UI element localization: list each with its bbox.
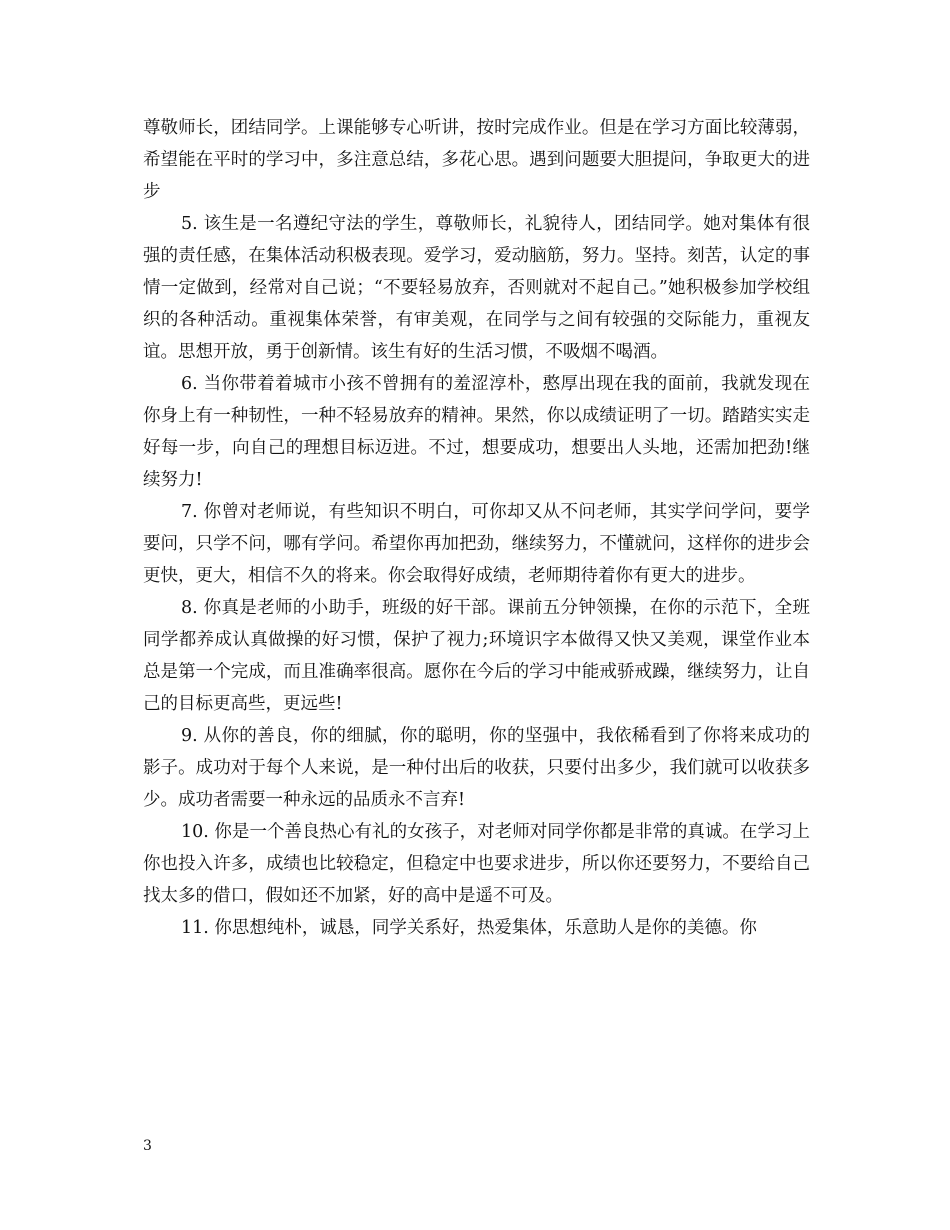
paragraph-item-7: 7. 你曾对老师说，有些知识不明白，可你却又从不问老师，其实学问学问，要学要问，只学不问，哪有学问。希望你再加把劲，继续努力，不懂就问，这样你的进步会更快，更大，相信不久的将来。你会取得好成绩，老师期待着你有更大的进步。: [143, 502, 810, 586]
paragraph-item-5: 5. 该生是一名遵纪守法的学生，尊敬师长，礼貌待人，团结同学。她对集体有很强的责任感，在集体活动积极表现。爱学习，爱动脑筋，努力。坚持。刻苦，认定的事情一定做到，经常对自己说；“不要轻易放弃，否则就对不起自己。”她积极参加学校组织的各种活动。重视集体荣誉，有审美观，在同学与之间有较强的交际能力，重视友谊。思想开放，勇于创新情。该生有好的生活习惯，不吸烟不喝酒。: [143, 214, 810, 362]
paragraph-item-11: 11. 你思想纯朴，诚恳，同学关系好，热爱集体，乐意助人是你的美德。你: [181, 918, 757, 938]
paragraph-item-10: 10. 你是一个善良热心有礼的女孩子，对老师对同学你都是非常的真诚。在学习上你也投入许多，成绩也比较稳定，但稳定中也要求进步，所以你还要努力，不要给自己找太多的借口，假如还不加紧，好的高中是遥不可及。: [143, 822, 810, 906]
paragraph-item-8: 8. 你真是老师的小助手，班级的好干部。课前五分钟领操，在你的示范下，全班同学都养成认真做操的好习惯，保护了视力;环境识字本做得又快又美观，课堂作业本总是第一个完成，而且准确率很高。愿你在今后的学习中能戒骄戒躁，继续努力，让自己的目标更高些，更远些!: [143, 598, 810, 714]
paragraph-continuation: 尊敬师长，团结同学。上课能够专心听讲，按时完成作业。但是在学习方面比较薄弱，希望能在平时的学习中，多注意总结，多花心思。遇到问题要大胆提问，争取更大的进步: [143, 118, 810, 202]
paragraph-item-6: 6. 当你带着着城市小孩不曾拥有的羞涩淳朴，憨厚出现在我的面前，我就发现在你身上有一种韧性，一种不轻易放弃的精神。果然，你以成绩证明了一切。踏踏实实走好每一步，向自己的理想目标迈进。不过，想要成功，想要出人头地，还需加把劲!继续努力!: [143, 374, 810, 490]
document-body: [143, 112, 810, 944]
page-number: 3: [143, 1138, 152, 1154]
paragraph-item-9: 9. 从你的善良，你的细腻，你的聪明，你的坚强中，我依稀看到了你将来成功的影子。成功对于每个人来说，是一种付出后的收获，只要付出多少，我们就可以收获多少。成功者需要一种永远的品质永不言弃!: [143, 726, 810, 810]
